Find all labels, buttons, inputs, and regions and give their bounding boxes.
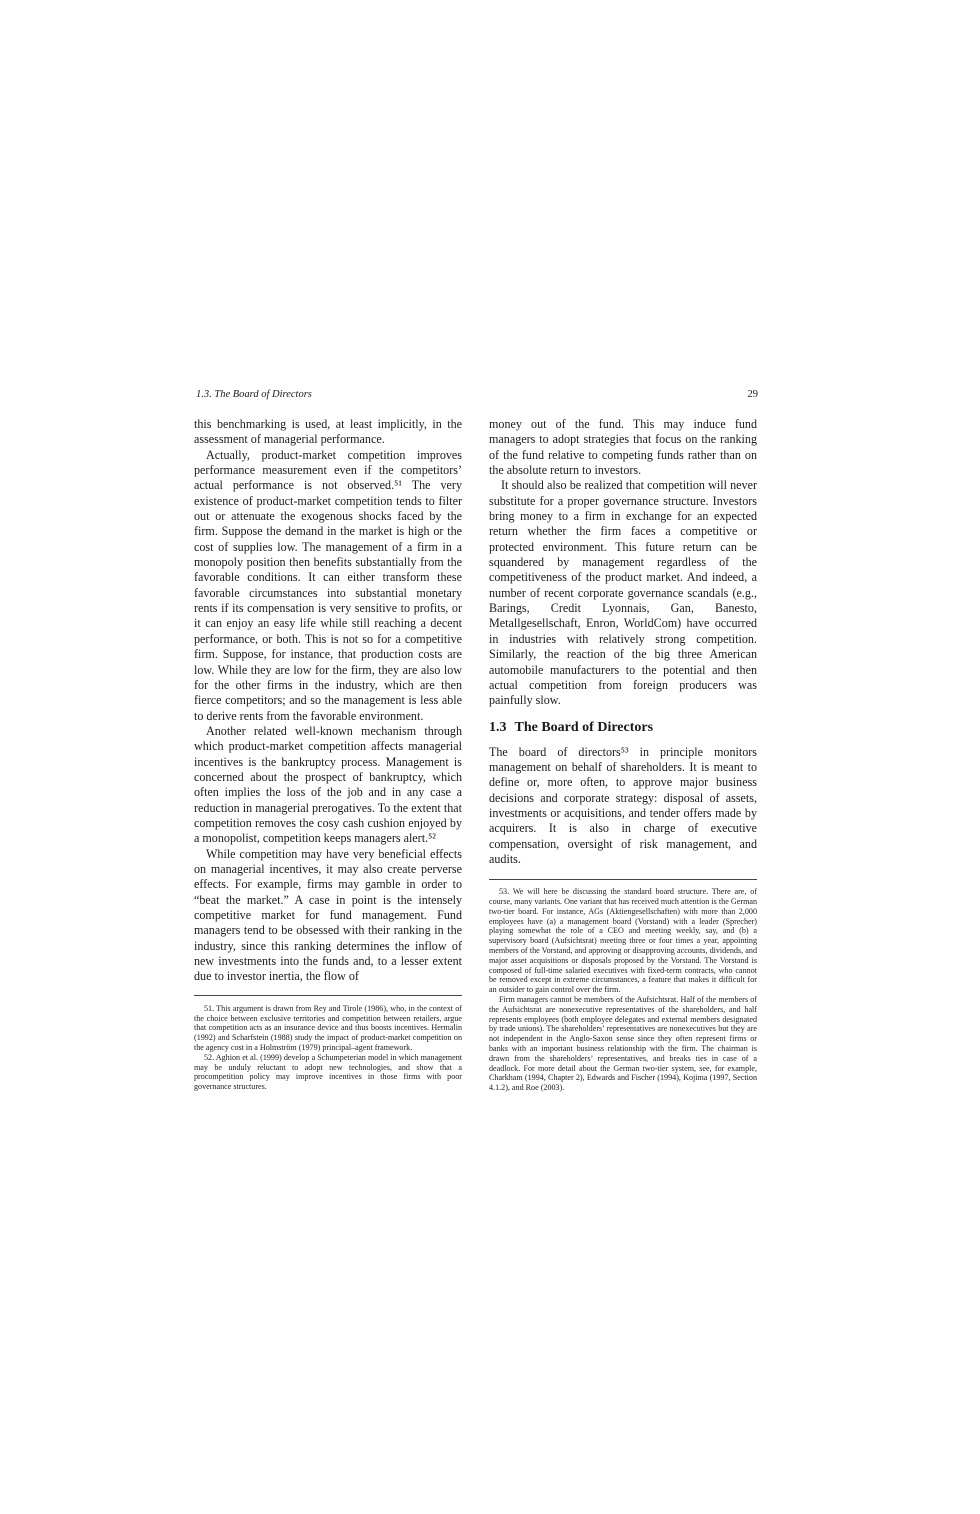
footnote: 53. We will here be discussing the standard board structure. There are, of course, many variants. One variant that has received much attention is the German two-tier board. For instance, AGs (Aktiengesellschaften) with more than 2,000 employees have (a) a management board (Vorstand) with a leader (Sprecher) playing somewhat the role of a CEO and meeting weekly, say, and (b) a supervisory board (Aufsichtsrat) meeting three or four times a year, appointing members of the Vorstand, and approving or disapproving accounts, dividends, and major asset acquisitions or disposals proposed by the Vorstand. The Vorstand is composed of full-time salaried executives with fixed-term contracts, who cannot be removed except in extreme circumstances, a feature that makes it difficult for an outsider to gain control over the firm. bbox=[489, 887, 757, 995]
paragraph: Actually, product-market competition improves performance measurement even if the competitors’ actual performance is not observed.⁵¹ The very existence of product-market competition tends to filter out or attenuate the exogenous shocks faced by the firm. Suppose the demand in the market is high or the cost of supplies low. The management of a firm in a monopoly position then benefits substantially from the favorable conditions. It can either transform these favorable circumstances into substantial monetary rents if its compensation is very sensitive to profits, or it can enjoy an easy life while still reaching a decent performance, or both. This is not so for a competitive firm. Suppose, for instance, that production costs are low. While they are low for the firm, they are also low for the other firms in the industry, which are then fierce competitors; and so the management is less able to derive rents from the favorable environment. bbox=[194, 447, 462, 723]
right-column bbox=[489, 417, 757, 1093]
page-number: 29 bbox=[747, 389, 758, 400]
paragraph: The board of directors⁵³ in principle monitors management on behalf of shareholders. It is meant to define or, more often, to approve major business decisions and corporate strategy: disposal of assets, investments or acquisitions, and tender offers made by acquirers. It is also in charge of executive compensation, oversight of risk management, and audits. bbox=[489, 744, 757, 866]
paragraph: Another related well-known mechanism through which product-market competition affects managerial incentives is the bankruptcy process. Management is concerned about the prospect of bankruptcy, which often implies the loss of the job and in any case a reduction in managerial prerogatives. To the extent that competition removes the cosy cash cushion enjoyed by a monopolist, competition keeps managers alert.⁵² bbox=[194, 723, 462, 846]
paragraph: money out of the fund. This may induce fund managers to adopt strategies that focus on the ranking of the fund relative to competing funds rather than on the absolute return to investors. bbox=[489, 417, 757, 478]
left-footnotes bbox=[194, 1004, 462, 1092]
footnote: 51. This argument is drawn from Rey and Tirole (1986), who, in the context of the choice between exclusive territories and competition between retailers, argue that competition acts as an insurance device and thus boosts incentives. Hermalin (1992) and Scharfstein (1988) study the impact of product-market competition on the agency cost in a Holmström (1979) principal–agent framework. bbox=[194, 1003, 462, 1052]
paragraph: It should also be realized that competition will never substitute for a proper governance structure. Investors bring money to a firm in exchange for an expected return whether the firm faces a competitive or protected environment. This future return can be squandered by management regardless of the competitiveness of the product market. And indeed, a number of recent corporate governance scandals (e.g., Barings, Credit Lyonnais, Gan, Banesto, Metallgesellschaft, Enron, WorldCom) have occurred in industries with relatively strong competition. Similarly, the reaction of the big three American automobile manufacturers to the potential and then actual competition from foreign producers was painfully slow. bbox=[489, 478, 757, 708]
running-head: 1.3. The Board of Directors bbox=[196, 389, 312, 400]
right-body-text bbox=[489, 417, 757, 867]
footnote-divider bbox=[489, 879, 757, 880]
section-title: The Board of Directors bbox=[514, 719, 654, 735]
footnote: 52. Aghion et al. (1999) develop a Schumpeterian model in which management may be unduly reluctant to adopt new technologies, and show that a procompetition policy may improve incentives in those firms with poor governance structures. bbox=[194, 1052, 462, 1092]
section-number: 1.3 bbox=[489, 719, 507, 735]
left-column bbox=[194, 417, 462, 1092]
paragraph: this benchmarking is used, at least implicitly, in the assessment of managerial performance. bbox=[194, 417, 462, 447]
footnote-divider bbox=[194, 995, 462, 996]
footnote: Firm managers cannot be members of the Aufsichtsrat. Half of the members of the Aufsichtsrat are nonexecutive representatives of the shareholders, and half represents employees (both employee delegates and external members designated by trade unions). The shareholders’ representatives are nonexecutives but they are not independent in the Anglo-Saxon sense since they often represent firms or banks with an important business relationship with the firm. The chairman is drawn from the shareholders’ representatives, and breaks ties in case of a deadlock. For more detail about the German two-tier system, see, for example, Charkham (1994, Chapter 2), Edwards and Fischer (1994), Kojima (1997, Section 4.1.2), and Roe (2003). bbox=[489, 995, 757, 1093]
paragraph: While competition may have very beneficial effects on managerial incentives, it may also create perverse effects. For example, firms may gamble in order to “beat the market.” A case in point is the intensely competitive market for fund management. Fund managers tend to be obsessed with their ranking in the industry, since this ranking determines the inflow of new investments into the funds and, to a lesser extent due to investor inertia, the flow of bbox=[194, 846, 462, 984]
page-header bbox=[196, 389, 758, 405]
left-body-text bbox=[194, 417, 462, 985]
section-heading bbox=[489, 709, 757, 745]
right-footnotes bbox=[489, 887, 757, 1093]
